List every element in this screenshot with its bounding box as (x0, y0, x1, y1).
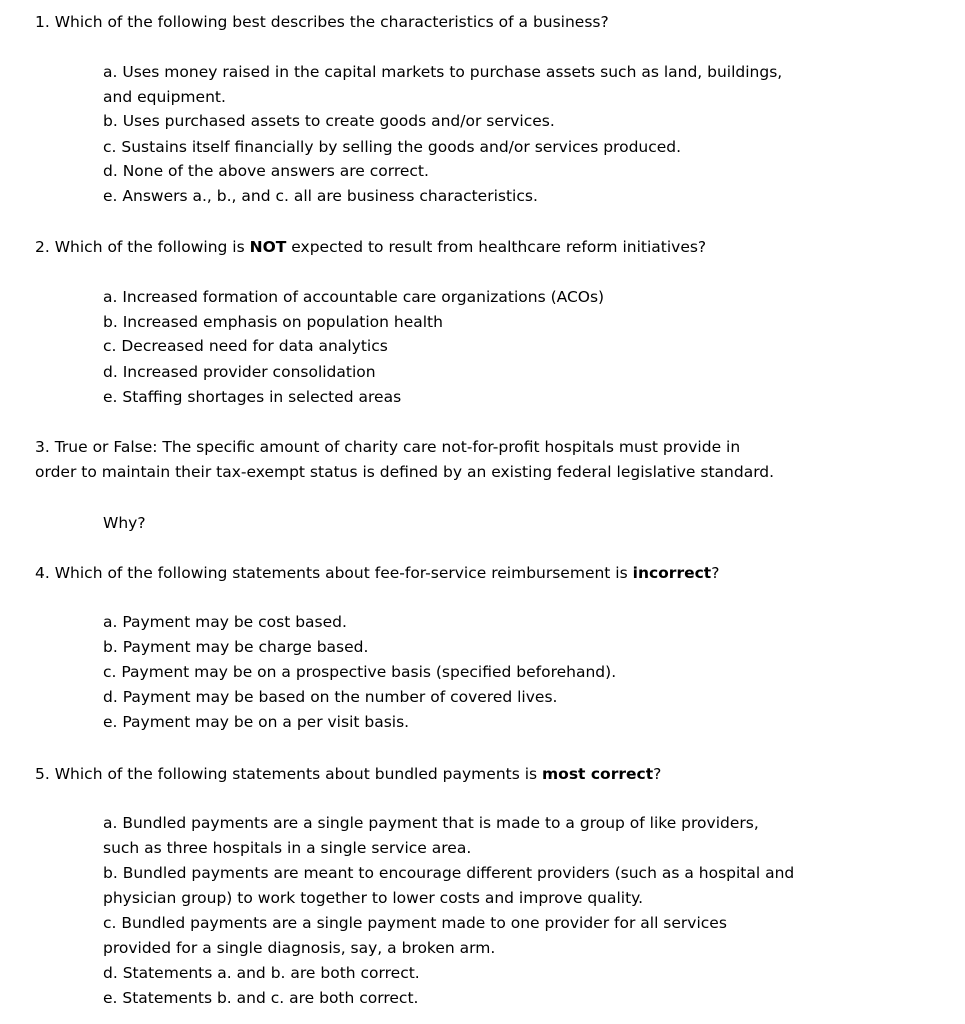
question-4-prompt (35, 563, 719, 583)
q4-prompt-before: 4. Which of the following statements about fee-for-service reimbursement is (35, 564, 633, 582)
q2-prompt-after: expected to result from healthcare reform initiatives? (286, 238, 707, 256)
q1-option-a: a. Uses money raised in the capital markets to purchase assets such as land, buildings, (103, 63, 783, 81)
q5-option-c: c. Bundled payments are a single payment made to one provider for all services (103, 914, 727, 932)
q5-prompt-after: ? (653, 765, 662, 783)
q5-option-b: b. Bundled payments are meant to encourage different providers (such as a hospital and (103, 864, 795, 882)
q5-option-d: d. Statements a. and b. are both correct. (103, 964, 420, 982)
q1-option-b: b. Uses purchased assets to create goods and/or services. (103, 112, 555, 130)
q5-option-e: e. Statements b. and c. are both correct. (103, 989, 419, 1007)
q4-option-c: c. Payment may be on a prospective basis (specified beforehand). (103, 663, 617, 681)
q2-option-c: c. Decreased need for data analytics (103, 337, 388, 355)
q2-option-b: b. Increased emphasis on population health (103, 313, 443, 331)
q1-option-c: c. Sustains itself financially by selling the goods and/or services produced. (103, 138, 682, 156)
q4-prompt-after: ? (711, 564, 720, 582)
q1-option-d: d. None of the above answers are correct. (103, 162, 429, 180)
question-2-prompt (35, 237, 706, 257)
q5-option-b-cont: physician group) to work together to lower costs and improve quality. (103, 889, 644, 907)
q5-option-a-cont: such as three hospitals in a single service area. (103, 839, 472, 857)
q4-option-b: b. Payment may be charge based. (103, 638, 369, 656)
q2-prompt-before: 2. Which of the following is (35, 238, 250, 256)
q2-prompt-emphasis: NOT (249, 238, 287, 256)
q4-option-e: e. Payment may be on a per visit basis. (103, 713, 410, 731)
q5-option-a: a. Bundled payments are a single payment that is made to a group of like providers, (103, 814, 759, 832)
q5-prompt-before: 5. Which of the following statements about bundled payments is (35, 765, 543, 783)
q4-option-d: d. Payment may be based on the number of covered lives. (103, 688, 558, 706)
q4-option-a: a. Payment may be cost based. (103, 613, 347, 631)
q3-why-label: Why? (103, 514, 146, 532)
q4-prompt-emphasis: incorrect (632, 564, 712, 582)
q5-option-c-cont: provided for a single diagnosis, say, a broken arm. (103, 939, 496, 957)
question-3-prompt-line1: 3. True or False: The specific amount of charity care not-for-profit hospitals must provide in (35, 438, 741, 456)
q1-option-a-cont: and equipment. (103, 88, 226, 106)
q2-option-a: a. Increased formation of accountable care organizations (ACOs) (103, 288, 605, 306)
question-1-prompt: 1. Which of the following best describes the characteristics of a business? (35, 13, 609, 31)
question-5-prompt (35, 764, 661, 784)
q1-option-e: e. Answers a., b., and c. all are business characteristics. (103, 187, 538, 205)
question-3-prompt-line2: order to maintain their tax-exempt status is defined by an existing federal legislative standard. (35, 463, 775, 481)
q5-prompt-emphasis: most correct (542, 765, 654, 783)
q2-option-e: e. Staffing shortages in selected areas (103, 388, 402, 406)
q2-option-d: d. Increased provider consolidation (103, 363, 376, 381)
